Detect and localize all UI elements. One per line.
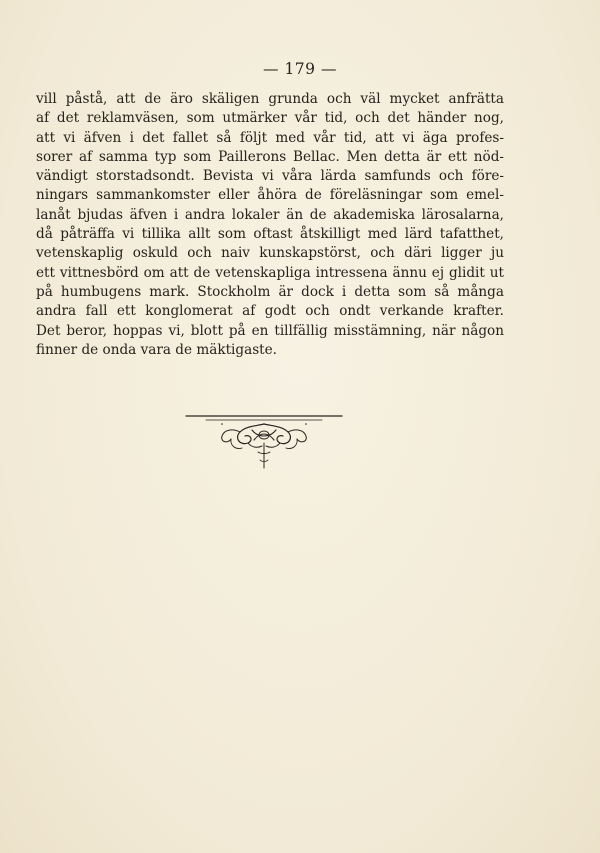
text-line: då påträffa vi tillika allt som oftast åtskilligt med lärd tafatthet, <box>36 226 504 243</box>
text-line: vetenskaplig oskuld och naiv kunskapstörst, och däri ligger ju <box>36 245 504 262</box>
text-line: lanåt bjudas äfven i andra lokaler än de akademiska lärosalarna, <box>36 206 504 223</box>
decorative-tailpiece-icon <box>184 410 344 472</box>
text-line: sorer af samma typ som Paillerons Bellac. Men detta är ett nöd- <box>36 148 504 165</box>
text-line: af det reklamväsen, som utmärker vår tid, och det händer nog, <box>36 110 504 127</box>
page-number: — 179 — <box>263 60 337 78</box>
text-line: att vi äfven i det fallet så följt med vår tid, att vi äga profes- <box>36 129 504 146</box>
text-line: ningars sammankomster eller åhöra de föreläsningar som emel- <box>36 187 504 204</box>
text-line: ett vittnesbörd om att de vetenskapliga intressena ännu ej glidit ut <box>36 264 504 281</box>
body-paragraph <box>36 90 504 360</box>
text-line: vändigt storstadsondt. Bevista vi våra lärda samfunds och före- <box>36 168 504 185</box>
text-line: andra fall ett konglomerat af godt och ondt verkande krafter. <box>36 303 504 320</box>
text-line: finner de onda vara de mäktigaste. <box>36 341 278 358</box>
text-line: på humbugens mark. Stockholm är dock i detta som så många <box>36 283 504 300</box>
text-line: vill påstå, att de äro skäligen grunda och väl mycket anfrätta <box>36 91 504 107</box>
text-line: Det beror, hoppas vi, blott på en tillfällig misstämning, när någon <box>36 322 504 339</box>
